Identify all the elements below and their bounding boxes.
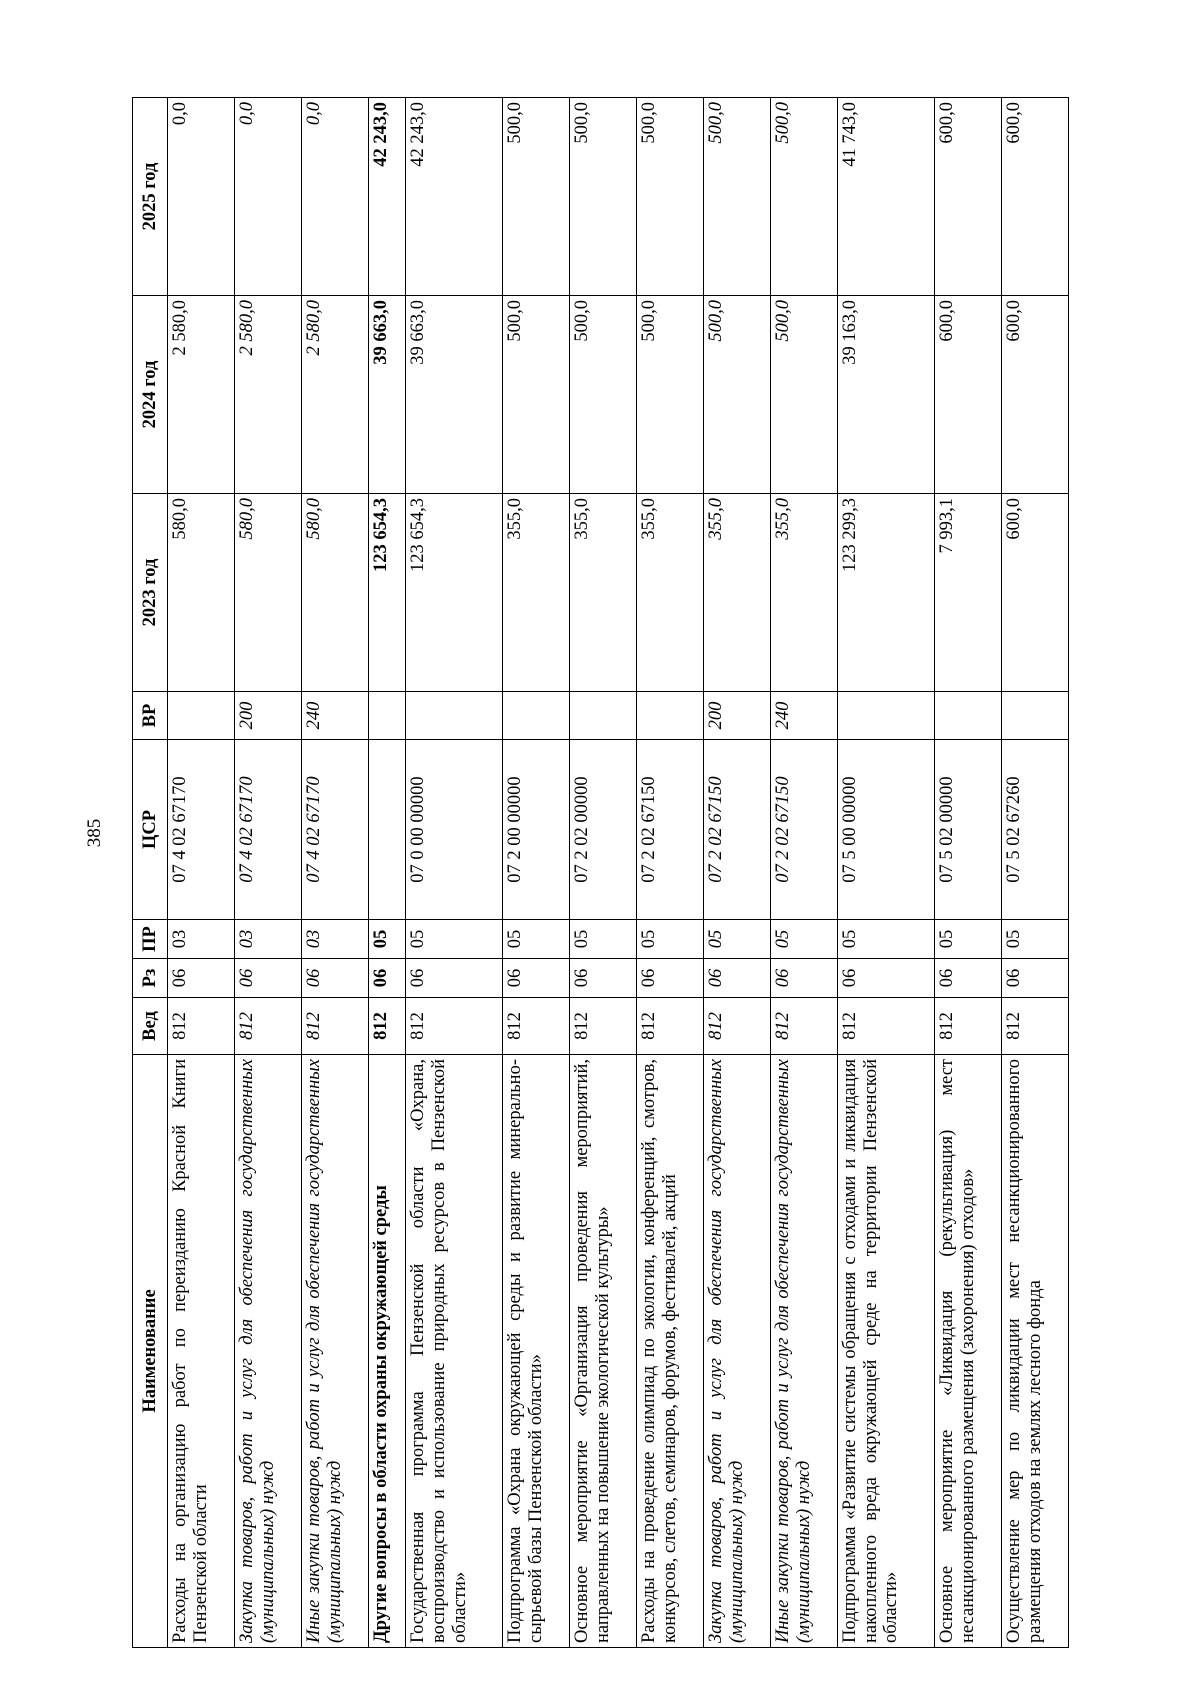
- cell-vr: 200: [704, 692, 771, 740]
- cell-rz: 06: [771, 959, 838, 998]
- cell-y2024: 2 580,0: [235, 296, 302, 494]
- table-row: [406, 98, 503, 1648]
- cell-y2024: 2 580,0: [168, 296, 235, 494]
- cell-ved: 812: [235, 998, 302, 1055]
- cell-ved: 812: [1001, 998, 1068, 1055]
- table-row: [934, 98, 1001, 1648]
- cell-y2024: 600,0: [934, 296, 1001, 494]
- header-2025: 2025 год: [133, 98, 168, 296]
- cell-vr: 240: [771, 692, 838, 740]
- cell-y2024: 600,0: [1001, 296, 1068, 494]
- cell-y2024: 39 663,0: [369, 296, 406, 494]
- cell-pr: 03: [302, 920, 369, 959]
- header-row: [133, 98, 168, 1648]
- cell-y2025: 500,0: [771, 98, 838, 296]
- cell-name: Закупка товаров, работ и услуг для обеспечения государственных (муниципальных) нужд: [704, 1055, 771, 1648]
- cell-csr: 07 4 02 67170: [235, 740, 302, 920]
- cell-ved: 812: [503, 998, 570, 1055]
- cell-csr: 07 0 00 00000: [406, 740, 503, 920]
- cell-pr: 05: [637, 920, 704, 959]
- cell-pr: 05: [406, 920, 503, 959]
- cell-vr: [1001, 692, 1068, 740]
- cell-vr: [637, 692, 704, 740]
- table-row: [503, 98, 570, 1648]
- cell-name: Государственная программа Пензенской области «Охрана, воспроизводство и использование природных ресурсов в Пензенской области»: [406, 1055, 503, 1648]
- cell-csr: 07 4 02 67170: [302, 740, 369, 920]
- cell-name: Подпрограмма «Развитие системы обращения с отходами и ликвидация накопленного вреда окружающей среде на территории Пензенской области»: [838, 1055, 935, 1648]
- cell-y2025: 42 243,0: [406, 98, 503, 296]
- cell-rz: 06: [637, 959, 704, 998]
- cell-pr: 03: [235, 920, 302, 959]
- cell-rz: 06: [302, 959, 369, 998]
- cell-pr: 05: [704, 920, 771, 959]
- cell-vr: [503, 692, 570, 740]
- cell-rz: 06: [704, 959, 771, 998]
- cell-ved: 812: [369, 998, 406, 1055]
- cell-y2025: 500,0: [637, 98, 704, 296]
- cell-y2023: 355,0: [503, 494, 570, 692]
- cell-vr: [838, 692, 935, 740]
- cell-pr: 05: [503, 920, 570, 959]
- cell-rz: 06: [503, 959, 570, 998]
- cell-rz: 06: [1001, 959, 1068, 998]
- cell-y2024: 2 580,0: [302, 296, 369, 494]
- cell-vr: [369, 692, 406, 740]
- cell-y2023: 7 993,1: [934, 494, 1001, 692]
- cell-name: Расходы на проведение олимпиад по экологии, конференций, смотров, конкурсов, слетов, семинаров, форумов, фестивалей, акций: [637, 1055, 704, 1648]
- cell-pr: 05: [1001, 920, 1068, 959]
- cell-csr: 07 2 02 67150: [637, 740, 704, 920]
- cell-y2023: 600,0: [1001, 494, 1068, 692]
- cell-vr: [570, 692, 637, 740]
- cell-ved: 812: [771, 998, 838, 1055]
- cell-name: Иные закупки товаров, работ и услуг для обеспечения государственных (муниципальных) нужд: [302, 1055, 369, 1648]
- cell-pr: 05: [771, 920, 838, 959]
- table-row: [704, 98, 771, 1648]
- cell-y2024: 500,0: [704, 296, 771, 494]
- cell-csr: 07 2 02 00000: [570, 740, 637, 920]
- header-2024: 2024 год: [133, 296, 168, 494]
- cell-rz: 06: [406, 959, 503, 998]
- cell-name: Осуществление мер по ликвидации мест несанкционированного размещения отходов на землях лесного фонда: [1001, 1055, 1068, 1648]
- cell-rz: 06: [570, 959, 637, 998]
- header-vr: ВР: [133, 692, 168, 740]
- cell-y2025: 500,0: [704, 98, 771, 296]
- header-name: Наименование: [133, 1055, 168, 1648]
- cell-y2025: 500,0: [570, 98, 637, 296]
- table-row: [1001, 98, 1068, 1648]
- header-pr: ПР: [133, 920, 168, 959]
- cell-pr: 05: [838, 920, 935, 959]
- cell-csr: 07 4 02 67170: [168, 740, 235, 920]
- cell-vr: [168, 692, 235, 740]
- cell-name: Расходы на организацию работ по переизданию Красной Книги Пензенской области: [168, 1055, 235, 1648]
- cell-pr: 03: [168, 920, 235, 959]
- cell-ved: 812: [704, 998, 771, 1055]
- cell-pr: 05: [934, 920, 1001, 959]
- cell-y2023: 355,0: [704, 494, 771, 692]
- cell-y2024: 39 663,0: [406, 296, 503, 494]
- cell-vr: [406, 692, 503, 740]
- header-ved: Вед: [133, 998, 168, 1055]
- cell-y2025: 0,0: [302, 98, 369, 296]
- cell-y2025: 500,0: [503, 98, 570, 296]
- cell-y2025: 41 743,0: [838, 98, 935, 296]
- header-csr: ЦСР: [133, 740, 168, 920]
- cell-y2023: 123 654,3: [406, 494, 503, 692]
- table-row: [302, 98, 369, 1648]
- cell-rz: 06: [369, 959, 406, 998]
- cell-rz: 06: [838, 959, 935, 998]
- cell-y2025: 0,0: [168, 98, 235, 296]
- rotated-table-wrapper: [132, 98, 1069, 1648]
- cell-y2023: 355,0: [771, 494, 838, 692]
- cell-pr: 05: [369, 920, 406, 959]
- table-row: [369, 98, 406, 1648]
- cell-vr: [934, 692, 1001, 740]
- header-rz: Рз: [133, 959, 168, 998]
- cell-y2024: 500,0: [570, 296, 637, 494]
- table-row: [235, 98, 302, 1648]
- cell-csr: [369, 740, 406, 920]
- cell-y2023: 123 654,3: [369, 494, 406, 692]
- cell-csr: 07 2 02 67150: [704, 740, 771, 920]
- table-row: [771, 98, 838, 1648]
- cell-y2024: 500,0: [771, 296, 838, 494]
- cell-y2025: 0,0: [235, 98, 302, 296]
- cell-vr: 240: [302, 692, 369, 740]
- cell-y2025: 600,0: [1001, 98, 1068, 296]
- header-2023: 2023 год: [133, 494, 168, 692]
- table-row: [168, 98, 235, 1648]
- cell-y2023: 580,0: [168, 494, 235, 692]
- cell-csr: 07 5 02 67260: [1001, 740, 1068, 920]
- cell-vr: 200: [235, 692, 302, 740]
- cell-y2024: 500,0: [637, 296, 704, 494]
- cell-rz: 06: [168, 959, 235, 998]
- cell-y2023: 580,0: [235, 494, 302, 692]
- cell-csr: 07 5 02 00000: [934, 740, 1001, 920]
- cell-pr: 05: [570, 920, 637, 959]
- budget-table: [132, 97, 1069, 1648]
- page-number: 385: [84, 818, 105, 848]
- cell-ved: 812: [302, 998, 369, 1055]
- cell-name: Основное мероприятие «Ликвидация (рекультивация) мест несанкционированного размещения (захоронения) отходов»: [934, 1055, 1001, 1648]
- cell-ved: 812: [168, 998, 235, 1055]
- cell-name: Другие вопросы в области охраны окружающей среды: [369, 1055, 406, 1648]
- cell-y2025: 42 243,0: [369, 98, 406, 296]
- cell-y2024: 39 163,0: [838, 296, 935, 494]
- cell-rz: 06: [235, 959, 302, 998]
- cell-name: Основное мероприятие «Организация проведения мероприятий, направленных на повышение экологической культуры»: [570, 1055, 637, 1648]
- cell-csr: 07 5 00 00000: [838, 740, 935, 920]
- cell-ved: 812: [637, 998, 704, 1055]
- cell-ved: 812: [406, 998, 503, 1055]
- cell-ved: 812: [838, 998, 935, 1055]
- cell-y2023: 580,0: [302, 494, 369, 692]
- cell-csr: 07 2 02 67150: [771, 740, 838, 920]
- cell-y2025: 600,0: [934, 98, 1001, 296]
- cell-name: Подпрограмма «Охрана окружающей среды и развитие минерально-сырьевой базы Пензенской области»: [503, 1055, 570, 1648]
- cell-y2023: 355,0: [637, 494, 704, 692]
- table-body: [168, 98, 1069, 1648]
- table-row: [838, 98, 935, 1648]
- cell-y2023: 355,0: [570, 494, 637, 692]
- cell-ved: 812: [570, 998, 637, 1055]
- cell-y2024: 500,0: [503, 296, 570, 494]
- cell-rz: 06: [934, 959, 1001, 998]
- cell-csr: 07 2 00 00000: [503, 740, 570, 920]
- cell-ved: 812: [934, 998, 1001, 1055]
- cell-y2023: 123 299,3: [838, 494, 935, 692]
- cell-name: Иные закупки товаров, работ и услуг для обеспечения государственных (муниципальных) нужд: [771, 1055, 838, 1648]
- cell-name: Закупка товаров, работ и услуг для обеспечения государственных (муниципальных) нужд: [235, 1055, 302, 1648]
- table-row: [570, 98, 637, 1648]
- table-row: [637, 98, 704, 1648]
